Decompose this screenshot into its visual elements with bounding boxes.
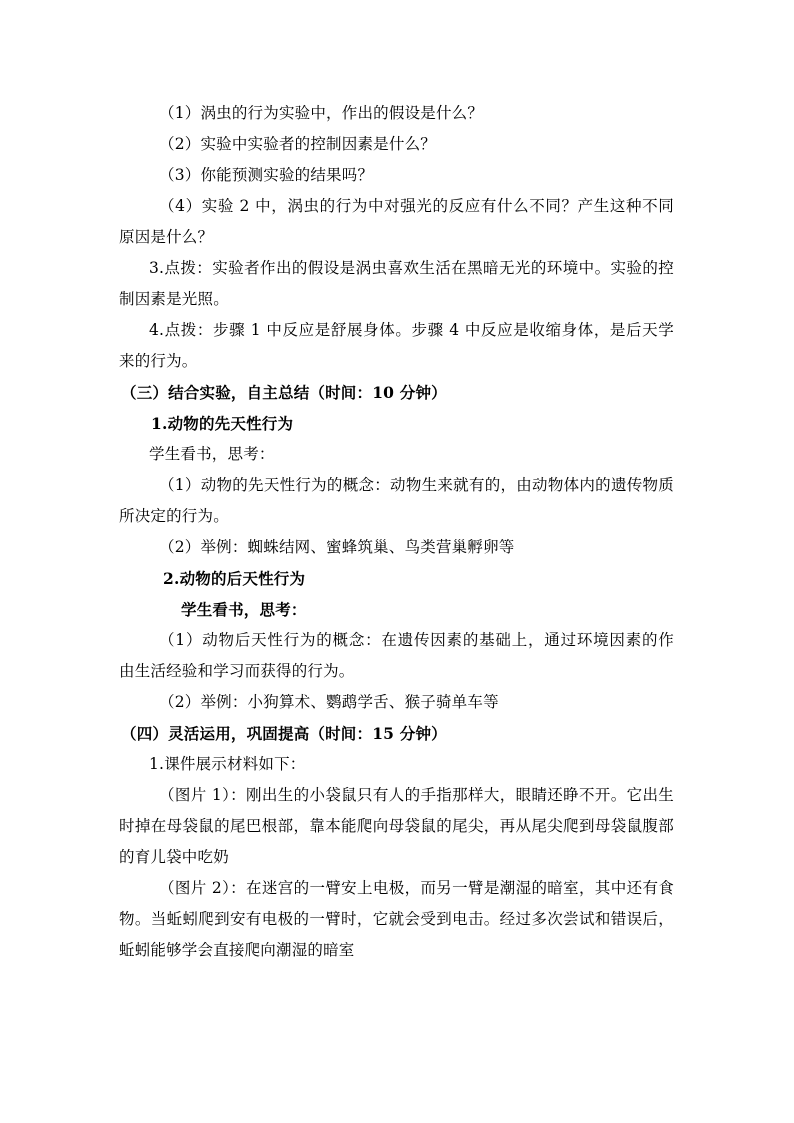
learned-examples: （2）举例：小狗算术、鹦鹉学舌、猴子骑单车等 (159, 693, 499, 711)
learned-concept-line-2: 由生活经验和学习而获得的行为。 (119, 662, 355, 680)
subheading-innate-behavior: 1.动物的先天性行为 (151, 414, 294, 433)
picture-1-line-1: （图片 1）：刚出生的小袋鼠只有人的手指那样大，眼睛还睁不开。它出生 (159, 786, 674, 804)
question-1: （1）涡虫的行为实验中，作出的假设是什么？ (159, 104, 484, 122)
subheading-learned-behavior: 2.动物的后天性行为 (163, 569, 306, 588)
student-read-prompt-2: 学生看书，思考： (181, 600, 307, 619)
tip-3-line-2: 制因素是光照。 (119, 290, 229, 308)
tip-4-line-1: 4.点拨：步骤 1 中反应是舒展身体。步骤 4 中反应是收缩身体，是后天学 (149, 321, 674, 339)
picture-2-line-2: 物。当蚯蚓爬到安有电极的一臂时，它就会受到电击。经过多次尝试和错误后， (119, 910, 674, 928)
question-2: （2）实验中实验者的控制因素是什么？ (159, 135, 436, 153)
picture-2-line-3: 蚯蚓能够学会直接爬向潮湿的暗室 (119, 941, 355, 959)
section-heading-4: （四）灵活运用，巩固提高（时间：15 分钟） (121, 724, 447, 743)
picture-1-line-3: 的育儿袋中吃奶 (119, 848, 229, 866)
innate-concept-line-2: 所决定的行为。 (119, 507, 229, 525)
section-heading-3: （三）结合实验，自主总结（时间：10 分钟） (121, 383, 447, 402)
question-4-line-2: 原因是什么？ (119, 228, 214, 246)
innate-examples: （2）举例：蜘蛛结网、蜜蜂筑巢、鸟类营巢孵卵等 (159, 538, 515, 556)
tip-4-line-2: 来的行为。 (119, 352, 198, 370)
question-3: （3）你能预测实验的结果吗？ (159, 166, 374, 184)
question-4-line-1: （4）实验 2 中，涡虫的行为中对强光的反应有什么不同？产生这种不同 (159, 197, 674, 215)
picture-1-line-2: 时掉在母袋鼠的尾巴根部，靠本能爬向母袋鼠的尾尖，再从尾尖爬到母袋鼠腹部 (119, 817, 674, 835)
picture-2-line-1: （图片 2）：在迷宫的一臂安上电极，而另一臂是潮湿的暗室，其中还有食 (159, 879, 674, 897)
learned-concept-line-1: （1）动物后天性行为的概念：在遗传因素的基础上，通过环境因素的作 (159, 631, 674, 649)
tip-3-line-1: 3.点拨：实验者作出的假设是涡虫喜欢生活在黑暗无光的环境中。实验的控 (149, 259, 674, 277)
innate-concept-line-1: （1）动物的先天性行为的概念：动物生来就有的，由动物体内的遗传物质 (159, 476, 674, 494)
student-read-prompt-1: 学生看书，思考： (149, 445, 275, 463)
document-body (119, 98, 674, 966)
courseware-intro: 1.课件展示材料如下： (149, 755, 306, 773)
